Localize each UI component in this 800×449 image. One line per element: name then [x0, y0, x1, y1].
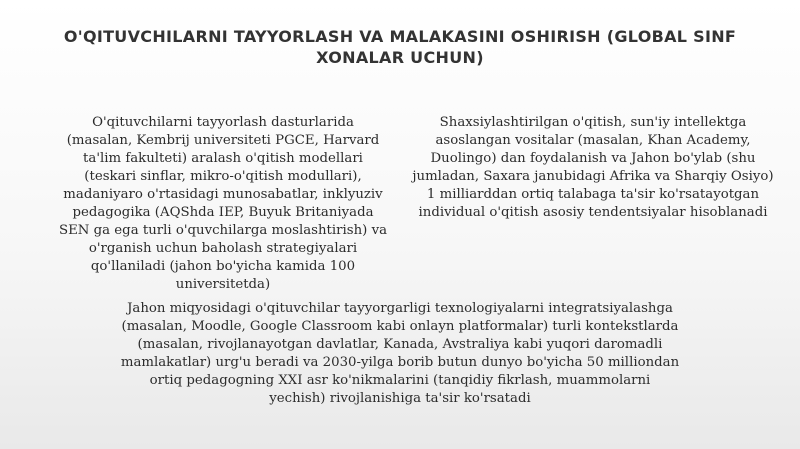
bottom-text-block: Jahon miqyosidagi o'qituvchilar tayyorgarligi texnologiyalarni integratsiyalashga (masalan, Moodle, Google Classroom kabi onlayn platformalar) turli kontekstlarda (masalan, rivojlanayotgan davlatlar, Kanada, Avstraliya kabi yuqori daromadli mamlakatlar) urg'u beradi va 2030-yilga borib butun dunyo bo'yicha 50 milliondan ortiq pedagogning XXI asr ko'nikmalarini (tanqidiy fikrlash, muammolarni yechish) rivojlanishiga ta'sir ko'rsatadi [120, 301, 680, 406]
left-text-block: O'qituvchilarni tayyorlash dasturlarida (masalan, Kembrij universiteti PGCE, Harvard ta'lim fakulteti) aralash o'qitish modellari (teskari sinflar, mikro-o'qitish modullari), madaniyaro o'rtasidagi munosabatlar, inklyuziv pedagogika (AQShda IEP, Buyuk Britaniyada SEN ga ega turli o'quvchilarga moslashtirish) va o'rganish uchun baholash strategiyalari qo'llaniladi (jahon bo'yicha kamida 100 universitetda) [58, 115, 388, 292]
slide-title: O'QITUVCHILARNI TAYYORLASH VA MALAKASINI OSHIRISH (GLOBAL SINF XONALAR UCHUN) [63, 27, 737, 67]
right-text-block: Shaxsiylashtirilgan o'qitish, sun'iy intellektga asoslangan vositalar (masalan, Khan Academy, Duolingo) dan foydalanish va Jahon bo'ylab (shu jumladan, Saxara janubidagi Afrika va Sharqiy Osiyo) 1 milliarddan ortiq talabaga ta'sir ko'rsatayotgan individual o'qitish asosiy tendentsiyalar hisoblanadi [412, 115, 774, 220]
